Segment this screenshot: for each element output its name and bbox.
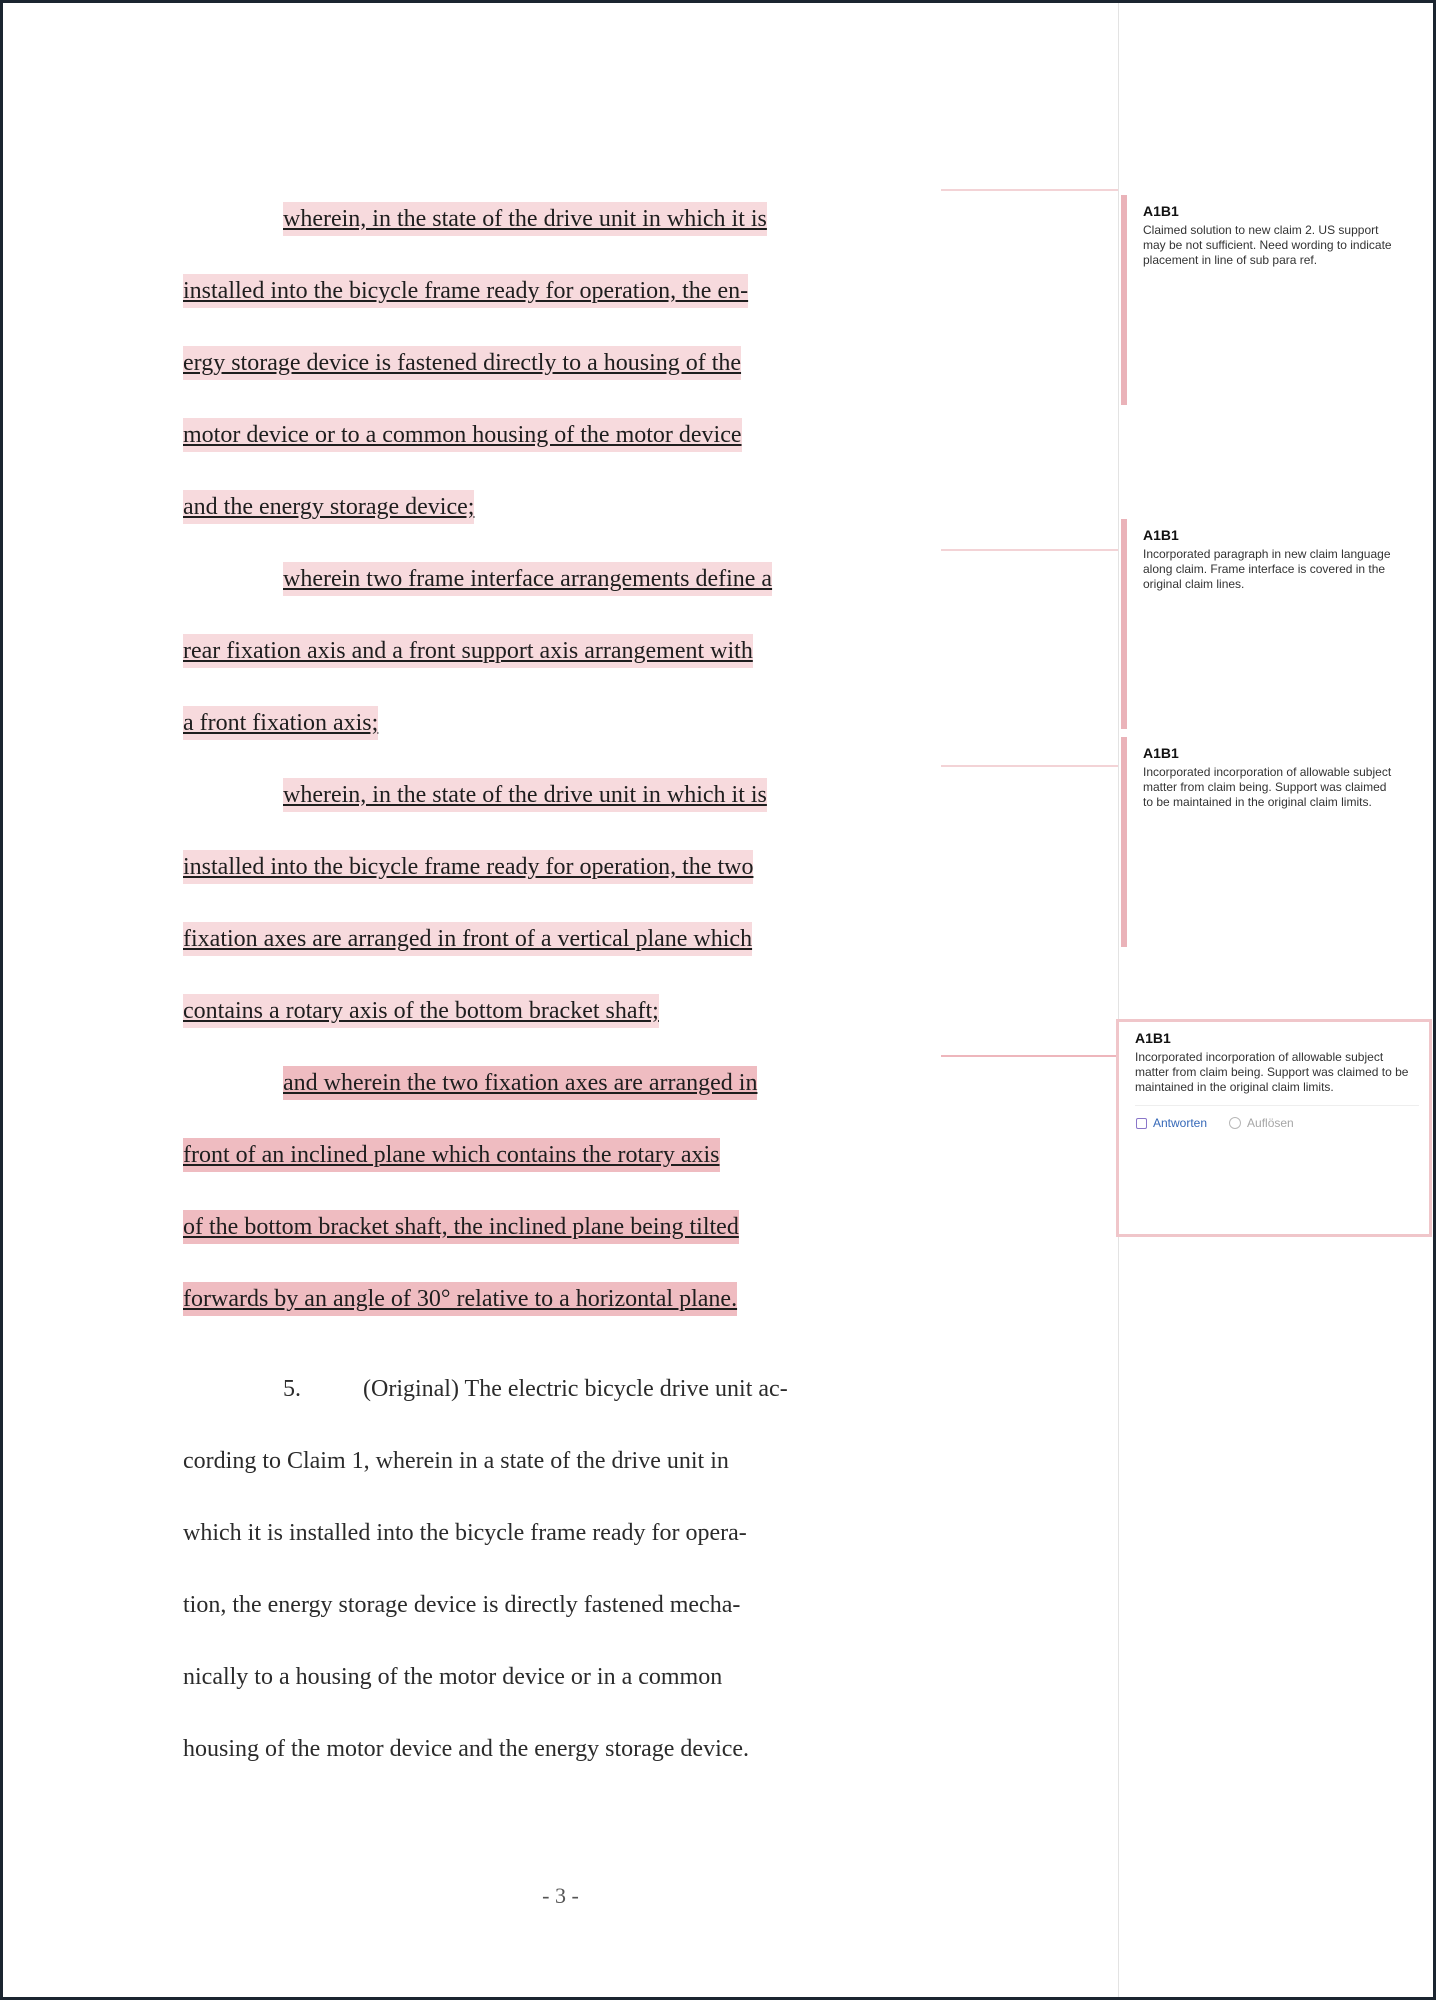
text-line: and wherein the two fixation axes are arranged in: [183, 1047, 941, 1119]
comment-card[interactable]: [1121, 737, 1409, 947]
paragraph-selected[interactable]: [183, 1047, 941, 1335]
text-line: nically to a housing of the motor device or in a common: [183, 1664, 723, 1690]
text-line: installed into the bicycle frame ready for operation, the en-: [183, 255, 941, 327]
comment-connector: [941, 549, 1121, 551]
text-line: motor device or to a common housing of the motor device: [183, 399, 941, 471]
comment-card[interactable]: [1121, 519, 1409, 729]
comment-author: A1B1: [1143, 527, 1179, 543]
comment-body: Incorporated incorporation of allowable subject matter from claim being. Support was claimed to be maintained in the original claim limits.: [1143, 765, 1392, 809]
text-line: cording to Claim 1, wherein in a state of the drive unit in: [183, 1448, 729, 1474]
comment-card[interactable]: [1121, 195, 1409, 405]
text-line: which it is installed into the bicycle frame ready for opera-: [183, 1520, 747, 1546]
text-line: front of an inclined plane which contains the rotary axis: [183, 1119, 941, 1191]
comment-body: Incorporated paragraph in new claim language along claim. Frame interface is covered in the original claim lines.: [1143, 547, 1391, 591]
claim-number: 5.: [283, 1376, 301, 1402]
comment-connector: [941, 189, 1121, 191]
comment-connector: [941, 765, 1121, 767]
comment-author: A1B1: [1143, 745, 1179, 761]
page-number: - 3 -: [542, 1883, 579, 1908]
resolve-button[interactable]: [1229, 1116, 1294, 1130]
resolve-label: Auflösen: [1247, 1116, 1294, 1130]
paragraph[interactable]: [183, 183, 941, 543]
claim-text[interactable]: [183, 183, 941, 1785]
claim-5[interactable]: [183, 1353, 941, 1785]
comment-body: Claimed solution to new claim 2. US support may be not sufficient. Need wording to indicate placement in line of sub para ref.: [1143, 223, 1392, 267]
text-line: wherein, in the state of the drive unit in which it is: [183, 759, 941, 831]
paragraph[interactable]: [183, 543, 941, 759]
text-line: a front fixation axis;: [183, 687, 941, 759]
resolve-icon: [1229, 1116, 1241, 1130]
text-line: wherein, in the state of the drive unit in which it is: [183, 183, 941, 255]
comment-actions: [1135, 1105, 1419, 1130]
comment-author: A1B1: [1143, 203, 1179, 219]
text-line: and the energy storage device;: [183, 471, 941, 543]
text-line: housing of the motor device and the energy storage device.: [183, 1736, 750, 1762]
text-line: installed into the bicycle frame ready for operation, the two: [183, 831, 941, 903]
text-line: forwards by an angle of 30° relative to a horizontal plane.: [183, 1263, 941, 1335]
comment-connector: [941, 1055, 1119, 1057]
document-page: [3, 3, 1433, 1997]
text-line: rear fixation axis and a front support axis arrangement with: [183, 615, 941, 687]
comment-author: A1B1: [1135, 1030, 1171, 1046]
text-line: tion, the energy storage device is directly fastened mecha-: [183, 1592, 741, 1618]
text-line: fixation axes are arranged in front of a vertical plane which: [183, 903, 941, 975]
paragraph[interactable]: [183, 759, 941, 1047]
document-body: [3, 3, 1118, 1997]
reply-button[interactable]: [1135, 1116, 1207, 1130]
text-line: wherein two frame interface arrangements define a: [183, 543, 941, 615]
reply-icon: [1135, 1116, 1147, 1130]
text-line: contains a rotary axis of the bottom bracket shaft;: [183, 975, 941, 1047]
comment-body: Incorporated incorporation of allowable subject matter from claim being. Support was claimed to be maintained in the original claim limits.: [1135, 1050, 1409, 1094]
text-line: ergy storage device is fastened directly to a housing of the: [183, 327, 941, 399]
reply-label: Antworten: [1153, 1116, 1208, 1130]
comment-card-selected[interactable]: [1116, 1019, 1432, 1237]
text-line: 5. (Original) The electric bicycle drive unit ac-: [183, 1353, 941, 1425]
text-line: of the bottom bracket shaft, the inclined plane being tilted: [183, 1191, 941, 1263]
